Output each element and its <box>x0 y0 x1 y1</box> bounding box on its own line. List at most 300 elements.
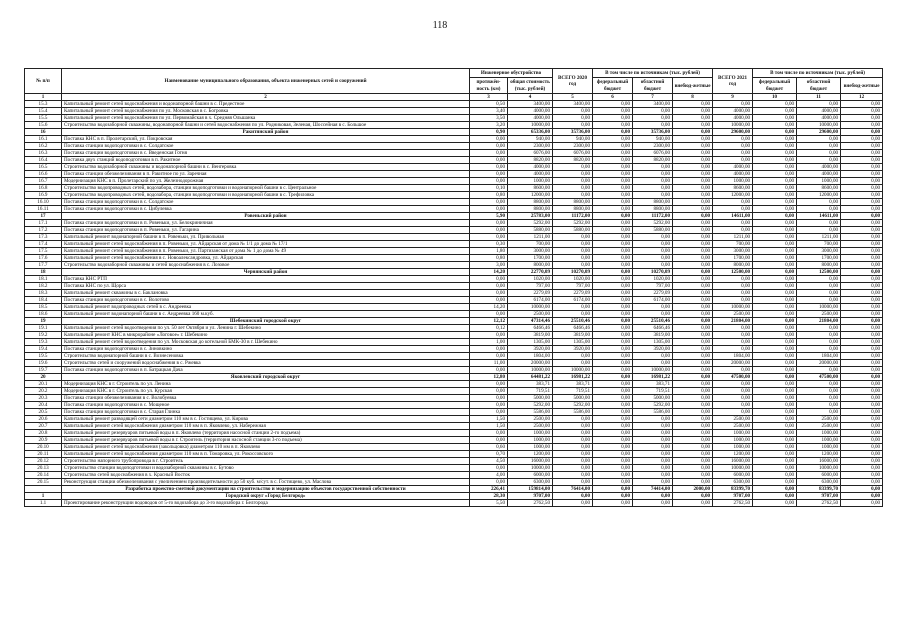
value-cell: 0,00 <box>553 451 593 458</box>
value-cell: 0,00 <box>713 290 753 297</box>
value-cell: 0,00 <box>673 276 713 283</box>
value-cell: 0,00 <box>673 318 713 325</box>
value-cell: 0,00 <box>841 388 883 395</box>
value-cell: 8800,00 <box>553 199 593 206</box>
object-name: Строительство водозаборной скважины, водонапорной башни и сетей водоснабжения по ул. Родниковая, Зеленая, Шоссейная в с. Большое <box>62 122 470 129</box>
value-cell: 0,00 <box>753 360 797 367</box>
value-cell: 5292,00 <box>508 402 553 409</box>
object-name: Яковлевский городской округ <box>62 374 470 381</box>
value-cell: 20000,00 <box>713 360 753 367</box>
value-cell: 0,00 <box>673 269 713 276</box>
value-cell: 3400,00 <box>508 101 553 108</box>
value-cell: 0,00 <box>593 297 633 304</box>
value-cell: 0,00 <box>841 269 883 276</box>
value-cell: 0,00 <box>633 241 673 248</box>
value-cell: 0,00 <box>470 136 508 143</box>
value-cell: 22770,09 <box>508 269 553 276</box>
row-number: 20.6 <box>25 416 62 423</box>
value-cell: 0,00 <box>797 402 841 409</box>
value-cell: 0,00 <box>673 143 713 150</box>
value-cell: 1804,00 <box>797 353 841 360</box>
row-number: 17.4 <box>25 241 62 248</box>
value-cell: 0,00 <box>593 269 633 276</box>
object-name: Модернизация КНС в г. Строитель по ул. Ленина <box>62 381 470 388</box>
table-row <box>25 171 883 178</box>
value-cell: 0,00 <box>797 136 841 143</box>
header-sources-2020: В том числе по источникам (тыс. рублей) <box>593 69 713 78</box>
value-cell: 0,00 <box>841 381 883 388</box>
value-cell: 3920,00 <box>633 346 673 353</box>
value-cell: 0,00 <box>841 220 883 227</box>
value-cell: 0,00 <box>753 164 797 171</box>
value-cell: 0,00 <box>673 479 713 486</box>
value-cell: 0,00 <box>593 332 633 339</box>
value-cell: 2279,09 <box>553 290 593 297</box>
value-cell: 0,00 <box>633 262 673 269</box>
row-number: 18.4 <box>25 297 62 304</box>
value-cell: 0,00 <box>593 171 633 178</box>
row-number: 17.1 <box>25 220 62 227</box>
value-cell: 0,00 <box>470 283 508 290</box>
value-cell: 0,00 <box>553 437 593 444</box>
value-cell: 0,60 <box>470 444 508 451</box>
value-cell: 0,00 <box>841 283 883 290</box>
table-row <box>25 437 883 444</box>
value-cell: 0,00 <box>841 500 883 507</box>
value-cell: 9707,00 <box>797 493 841 500</box>
value-cell: 0,00 <box>713 367 753 374</box>
object-name: Шебекинский городской округ <box>62 318 470 325</box>
value-cell: 5586,00 <box>553 409 593 416</box>
column-number: 11 <box>797 94 841 101</box>
column-number: 6 <box>593 94 633 101</box>
object-name: Капитальный ремонт КНС в микрорайоне «Логовое» г. Шебекино <box>62 332 470 339</box>
value-cell: 12500,00 <box>713 269 753 276</box>
value-cell: 0,00 <box>797 157 841 164</box>
table-row <box>25 451 883 458</box>
value-cell: 1000,00 <box>797 178 841 185</box>
row-number: 16.2 <box>25 143 62 150</box>
value-cell: 0,00 <box>713 409 753 416</box>
value-cell: 0,00 <box>673 262 713 269</box>
object-name: Поставка станции водоподготовки в п. Батрацкая Дача <box>62 367 470 374</box>
value-cell: 0,00 <box>713 206 753 213</box>
value-cell: 0,00 <box>753 276 797 283</box>
value-cell: 0,00 <box>633 444 673 451</box>
value-cell: 0,90 <box>470 129 508 136</box>
row-number: 20.9 <box>25 437 62 444</box>
value-cell: 8800,00 <box>633 199 673 206</box>
object-name: Реконструкция станции обезжелезивания с увеличением производительности до 50 куб. м/сут. в с. Гостищево, ул. Маслова <box>62 479 470 486</box>
column-number: 8 <box>673 94 713 101</box>
value-cell: 0,00 <box>753 409 797 416</box>
row-number: 19.7 <box>25 367 62 374</box>
value-cell: 5880,00 <box>553 227 593 234</box>
value-cell: 0,00 <box>633 108 673 115</box>
value-cell: 21804,00 <box>797 318 841 325</box>
value-cell: 0,00 <box>633 360 673 367</box>
value-cell: 0,00 <box>673 115 713 122</box>
value-cell: 0,00 <box>713 381 753 388</box>
value-cell: 6076,00 <box>633 150 673 157</box>
value-cell: 0,00 <box>470 157 508 164</box>
value-cell: 0,00 <box>593 304 633 311</box>
value-cell: 0,00 <box>841 437 883 444</box>
value-cell: 5000,00 <box>633 395 673 402</box>
value-cell: 0,00 <box>753 136 797 143</box>
value-cell: 0,00 <box>797 276 841 283</box>
value-cell: 14,20 <box>470 269 508 276</box>
value-cell: 0,00 <box>593 248 633 255</box>
value-cell: 0,00 <box>753 304 797 311</box>
value-cell: 0,00 <box>841 241 883 248</box>
value-cell: 5,90 <box>470 213 508 220</box>
value-cell: 0,00 <box>797 381 841 388</box>
value-cell: 0,00 <box>470 367 508 374</box>
table-row <box>25 381 883 388</box>
value-cell: 35736,00 <box>553 129 593 136</box>
row-number: 19.6 <box>25 360 62 367</box>
value-cell: 0,00 <box>753 262 797 269</box>
value-cell: 4000,00 <box>713 108 753 115</box>
value-cell: 0,00 <box>593 199 633 206</box>
value-cell: 0,00 <box>470 143 508 150</box>
object-name: Поставка станции водоподготовки в с. Зиновкино <box>62 346 470 353</box>
value-cell: 0,70 <box>470 451 508 458</box>
value-cell: 0,00 <box>633 178 673 185</box>
value-cell: 0,00 <box>753 500 797 507</box>
value-cell: 0,00 <box>841 472 883 479</box>
value-cell: 0,00 <box>841 185 883 192</box>
header-engineering: Инженерное обустройство <box>470 69 553 78</box>
row-number: 18.5 <box>25 304 62 311</box>
value-cell: 25510,46 <box>553 318 593 325</box>
value-cell: 0,00 <box>797 325 841 332</box>
column-number: 1 <box>25 94 62 101</box>
value-cell: 29600,00 <box>713 129 753 136</box>
row-number: 19.5 <box>25 353 62 360</box>
value-cell: 0,00 <box>633 255 673 262</box>
value-cell: 0,00 <box>841 451 883 458</box>
value-cell: 0,00 <box>593 318 633 325</box>
row-number: 17.3 <box>25 234 62 241</box>
value-cell: 0,00 <box>593 472 633 479</box>
value-cell: 0,00 <box>713 220 753 227</box>
value-cell: 8800,00 <box>553 206 593 213</box>
value-cell: 0,00 <box>673 388 713 395</box>
value-cell: 0,00 <box>841 199 883 206</box>
value-cell: 0,00 <box>753 472 797 479</box>
value-cell: 0,00 <box>633 451 673 458</box>
value-cell: 0,00 <box>673 465 713 472</box>
value-cell: 16000,00 <box>508 458 553 465</box>
value-cell: 6000,00 <box>508 472 553 479</box>
value-cell: 8600,00 <box>508 185 553 192</box>
value-cell: 0,00 <box>593 234 633 241</box>
value-cell: 47500,00 <box>713 374 753 381</box>
value-cell: 0,80 <box>470 255 508 262</box>
value-cell: 4,50 <box>470 458 508 465</box>
row-number: 16.9 <box>25 192 62 199</box>
value-cell: 0,00 <box>753 227 797 234</box>
table-row <box>25 248 883 255</box>
value-cell: 0,00 <box>753 430 797 437</box>
value-cell: 0,00 <box>841 164 883 171</box>
value-cell: 0,00 <box>753 486 797 493</box>
value-cell: 0,00 <box>633 458 673 465</box>
value-cell: 8000,00 <box>508 262 553 269</box>
value-cell: 74414,00 <box>633 486 673 493</box>
value-cell: 0,00 <box>673 213 713 220</box>
value-cell: 0,00 <box>841 367 883 374</box>
value-cell: 0,00 <box>633 500 673 507</box>
value-cell: 0,00 <box>593 129 633 136</box>
value-cell: 0,00 <box>841 479 883 486</box>
value-cell: 0,00 <box>753 199 797 206</box>
table-row <box>25 115 883 122</box>
row-number: 16.7 <box>25 178 62 185</box>
object-name: Капитальный ремонт сетей водоснабжения в п. Ровеньки, ул. Партизанская от дома № 1 до дома № 49 <box>62 248 470 255</box>
value-cell: 0,00 <box>673 150 713 157</box>
value-cell: 10000,00 <box>508 122 553 129</box>
value-cell: 65336,00 <box>508 129 553 136</box>
row-number: 17.7 <box>25 262 62 269</box>
value-cell: 4000,00 <box>713 171 753 178</box>
value-cell: 0,00 <box>713 283 753 290</box>
table-row <box>25 409 883 416</box>
value-cell: 2762,50 <box>797 500 841 507</box>
row-number: 16.11 <box>25 206 62 213</box>
value-cell: 3,50 <box>470 115 508 122</box>
value-cell: 12,12 <box>470 318 508 325</box>
value-cell: 0,00 <box>593 108 633 115</box>
value-cell: 0,00 <box>593 122 633 129</box>
row-number: 20.10 <box>25 444 62 451</box>
object-name: Капитальный ремонт резервуаров питьевой воды в г. Строитель (территория насосной станции 3-го подъема) <box>62 437 470 444</box>
value-cell: 0,00 <box>633 171 673 178</box>
table-row <box>25 395 883 402</box>
value-cell: 0,00 <box>753 479 797 486</box>
value-cell: 0,00 <box>841 129 883 136</box>
row-number: 18.1 <box>25 276 62 283</box>
object-name: Строительство сетей и сооружений водоснабжения в с. Ржевка <box>62 360 470 367</box>
object-name: Модернизация КНС в г. Строитель по ул. Курская <box>62 388 470 395</box>
value-cell: 2500,00 <box>508 311 553 318</box>
group-row <box>25 486 883 493</box>
value-cell: 0,00 <box>593 185 633 192</box>
value-cell: 10270,09 <box>553 269 593 276</box>
row-number: 17.6 <box>25 255 62 262</box>
value-cell: 0,00 <box>633 430 673 437</box>
table-row <box>25 290 883 297</box>
object-name: Поставка станции водоподготовки в с. Волотово <box>62 297 470 304</box>
table-row <box>25 402 883 409</box>
value-cell: 0,00 <box>753 255 797 262</box>
value-cell: 2500,00 <box>797 423 841 430</box>
value-cell: 0,00 <box>593 276 633 283</box>
value-cell: 0,00 <box>673 353 713 360</box>
object-name: Городской округ «Город Белгород» <box>62 493 470 500</box>
value-cell: 0,00 <box>841 458 883 465</box>
row-number: 16 <box>25 129 62 136</box>
value-cell: 0,00 <box>593 157 633 164</box>
value-cell: 0,00 <box>593 437 633 444</box>
value-cell: 8800,00 <box>508 199 553 206</box>
object-name: Поставка КНС по ул. Щорса <box>62 283 470 290</box>
value-cell: 0,00 <box>753 437 797 444</box>
object-name: Капитальный ремонт сетей водоснабжения диаметром 110 мм в п. Томаровка, ул. Рокоссовского <box>62 451 470 458</box>
value-cell: 0,00 <box>841 374 883 381</box>
value-cell: 0,00 <box>593 339 633 346</box>
value-cell: 0,00 <box>673 402 713 409</box>
value-cell: 0,00 <box>673 108 713 115</box>
row-number: 20.7 <box>25 423 62 430</box>
row-number: 1 <box>25 493 62 500</box>
value-cell: 5000,00 <box>508 395 553 402</box>
table-row <box>25 185 883 192</box>
value-cell: 0,00 <box>470 353 508 360</box>
header-offbudget-2021: внебюд-жетные <box>841 78 883 94</box>
value-cell: 16981,22 <box>633 374 673 381</box>
value-cell: 2500,00 <box>797 311 841 318</box>
row-number: 19 <box>25 318 62 325</box>
table-row <box>25 108 883 115</box>
value-cell: 3000,00 <box>508 248 553 255</box>
value-cell: 0,00 <box>673 164 713 171</box>
value-cell: 9707,00 <box>508 493 553 500</box>
value-cell: 6076,00 <box>508 150 553 157</box>
value-cell: 0,00 <box>673 360 713 367</box>
value-cell: 0,00 <box>797 367 841 374</box>
value-cell: 0,00 <box>633 465 673 472</box>
value-cell: 0,00 <box>593 150 633 157</box>
value-cell: 12000,00 <box>797 192 841 199</box>
value-cell: 0,00 <box>593 164 633 171</box>
value-cell: 0,00 <box>713 388 753 395</box>
value-cell: 0,00 <box>797 199 841 206</box>
value-cell: 0,00 <box>841 213 883 220</box>
group-row <box>25 318 883 325</box>
value-cell: 83399,70 <box>713 486 753 493</box>
value-cell: 0,00 <box>633 122 673 129</box>
value-cell: 0,00 <box>841 115 883 122</box>
value-cell: 21804,00 <box>713 318 753 325</box>
value-cell: 6466,46 <box>633 325 673 332</box>
value-cell: 719,51 <box>633 388 673 395</box>
value-cell: 0,00 <box>633 437 673 444</box>
value-cell: 0,00 <box>553 430 593 437</box>
row-number: 19.4 <box>25 346 62 353</box>
value-cell: 0,00 <box>593 409 633 416</box>
table-row <box>25 472 883 479</box>
value-cell: 0,00 <box>841 332 883 339</box>
value-cell: 0,00 <box>470 220 508 227</box>
value-cell: 0,00 <box>797 395 841 402</box>
value-cell: 0,00 <box>713 395 753 402</box>
value-cell: 1804,00 <box>508 353 553 360</box>
row-number: 20.15 <box>25 479 62 486</box>
value-cell: 0,00 <box>553 178 593 185</box>
value-cell: 159814,00 <box>508 486 553 493</box>
value-cell: 0,12 <box>470 325 508 332</box>
object-name: Капитальный ремонт водонапорной башни в с. Андреевка 160 м.куб. <box>62 311 470 318</box>
value-cell: 0,00 <box>553 304 593 311</box>
value-cell: 0,00 <box>470 297 508 304</box>
value-cell: 0,00 <box>593 500 633 507</box>
value-cell: 0,00 <box>841 171 883 178</box>
value-cell: 11172,00 <box>553 213 593 220</box>
value-cell: 0,00 <box>593 402 633 409</box>
value-cell: 1700,00 <box>713 255 753 262</box>
value-cell: 0,00 <box>797 332 841 339</box>
value-cell: 1000,00 <box>713 444 753 451</box>
object-name: Поставка двух станций водоподготовки в п. Ракитное <box>62 157 470 164</box>
value-cell: 0,00 <box>553 311 593 318</box>
value-cell: 6466,46 <box>553 325 593 332</box>
value-cell: 0,00 <box>753 241 797 248</box>
value-cell: 0,00 <box>797 339 841 346</box>
header-num: № п/п <box>25 69 62 94</box>
column-number: 3 <box>470 94 508 101</box>
value-cell: 0,00 <box>753 388 797 395</box>
value-cell: 0,00 <box>553 171 593 178</box>
value-cell: 0,00 <box>470 465 508 472</box>
value-cell: 28,30 <box>470 493 508 500</box>
value-cell: 0,10 <box>470 185 508 192</box>
value-cell: 25510,46 <box>633 318 673 325</box>
row-number: 16.3 <box>25 150 62 157</box>
row-number: 16.10 <box>25 199 62 206</box>
object-name: Поставка станции водоподготовки в с. Мощеное <box>62 402 470 409</box>
row-number: 20.12 <box>25 458 62 465</box>
value-cell: 0,00 <box>633 311 673 318</box>
value-cell: 0,00 <box>841 157 883 164</box>
value-cell: 4000,00 <box>508 164 553 171</box>
value-cell: 6300,00 <box>797 479 841 486</box>
value-cell: 0,00 <box>470 171 508 178</box>
value-cell: 0,00 <box>753 150 797 157</box>
value-cell: 0,00 <box>673 297 713 304</box>
value-cell: 0,00 <box>593 423 633 430</box>
value-cell: 10000,00 <box>797 465 841 472</box>
object-name: Поставка КНС РТП <box>62 276 470 283</box>
value-cell: 0,00 <box>593 325 633 332</box>
value-cell: 0,30 <box>470 241 508 248</box>
value-cell: 0,00 <box>673 157 713 164</box>
value-cell: 0,00 <box>470 199 508 206</box>
value-cell: 0,00 <box>713 157 753 164</box>
value-cell: 3819,00 <box>553 332 593 339</box>
value-cell: 797,00 <box>633 283 673 290</box>
value-cell: 0,00 <box>841 290 883 297</box>
header-federal-2021: федеральный бюджет <box>753 78 797 94</box>
value-cell: 0,00 <box>713 325 753 332</box>
header-federal: федеральный бюджет <box>593 78 633 94</box>
value-cell: 0,00 <box>841 409 883 416</box>
value-cell: 797,00 <box>508 283 553 290</box>
value-cell: 14611,00 <box>797 213 841 220</box>
value-cell: 0,00 <box>673 304 713 311</box>
value-cell: 0,00 <box>841 353 883 360</box>
value-cell: 0,00 <box>593 451 633 458</box>
value-cell: 6000,00 <box>797 472 841 479</box>
value-cell: 0,00 <box>673 437 713 444</box>
value-cell: 1211,00 <box>797 234 841 241</box>
value-cell: 2300,00 <box>508 143 553 150</box>
value-cell: 0,00 <box>673 192 713 199</box>
value-cell: 0,00 <box>753 451 797 458</box>
value-cell: 0,00 <box>797 290 841 297</box>
